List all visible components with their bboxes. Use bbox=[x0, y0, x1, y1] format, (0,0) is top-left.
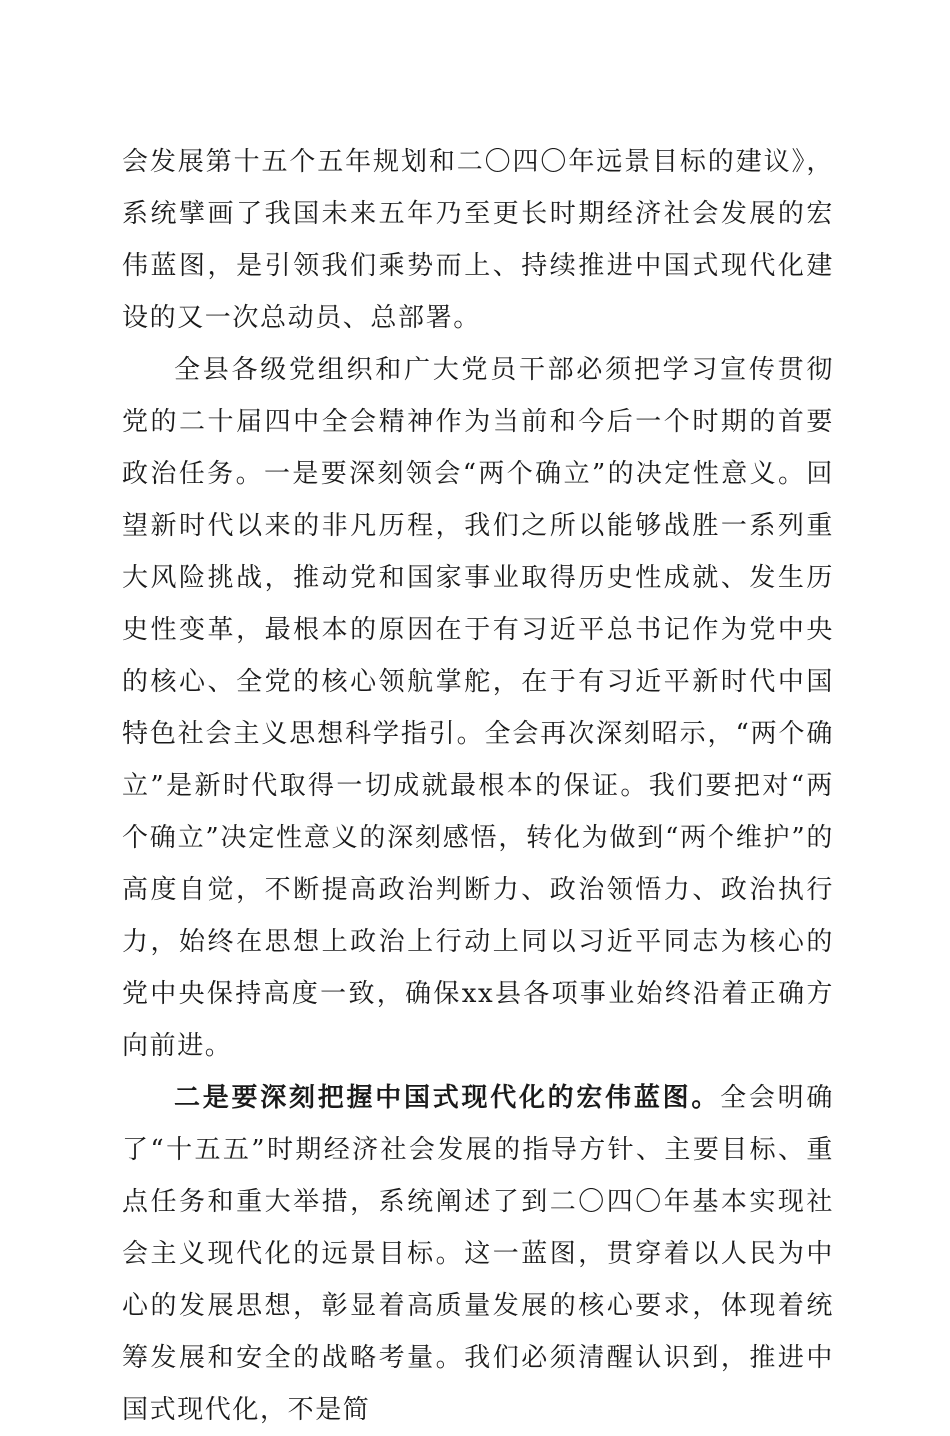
paragraph-lead-heading: 二是要深刻把握中国式现代化的宏伟蓝图。 bbox=[174, 1083, 721, 1113]
document-body bbox=[122, 136, 834, 1436]
paragraph-blueprint-text: 全会明确了“十五五”时期经济社会发展的指导方针、主要目标、重点任务和重大举措，系统阐述了到二〇四〇年基本实现社会主义现代化的远景目标。这一蓝图，贯穿着以人民为中心的发展思想，彰显着高质量发展的核心要求，体现着统筹发展和安全的战略考量。我们必须清醒认识到，推进中国式现代化，不是简 bbox=[122, 1083, 834, 1425]
paragraph-study-task: 全县各级党组织和广大党员干部必须把学习宣传贯彻党的二十届四中全会精神作为当前和今后一个时期的首要政治任务。一是要深刻领会“两个确立”的决定性意义。回望新时代以来的非凡历程，我们之所以能够战胜一系列重大风险挑战，推动党和国家事业取得历史性成就、发生历史性变革，最根本的原因在于有习近平总书记作为党中央的核心、全党的核心领航掌舵，在于有习近平新时代中国特色社会主义思想科学指引。全会再次深刻昭示，“两个确立”是新时代取得一切成就最根本的保证。我们要把对“两个确立”决定性意义的深刻感悟，转化为做到“两个维护”的高度自觉，不断提高政治判断力、政治领悟力、政治执行力，始终在思想上政治上行动上同以习近平同志为核心的党中央保持高度一致，确保xx县各项事业始终沿着正确方向前进。 bbox=[122, 355, 834, 1061]
paragraph-blueprint bbox=[122, 1072, 834, 1436]
paragraph-continuation: 会发展第十五个五年规划和二〇四〇年远景目标的建议》，系统擘画了我国未来五年乃至更长时期经济社会发展的宏伟蓝图，是引领我们乘势而上、持续推进中国式现代化建设的又一次总动员、总部署。 bbox=[122, 147, 834, 333]
